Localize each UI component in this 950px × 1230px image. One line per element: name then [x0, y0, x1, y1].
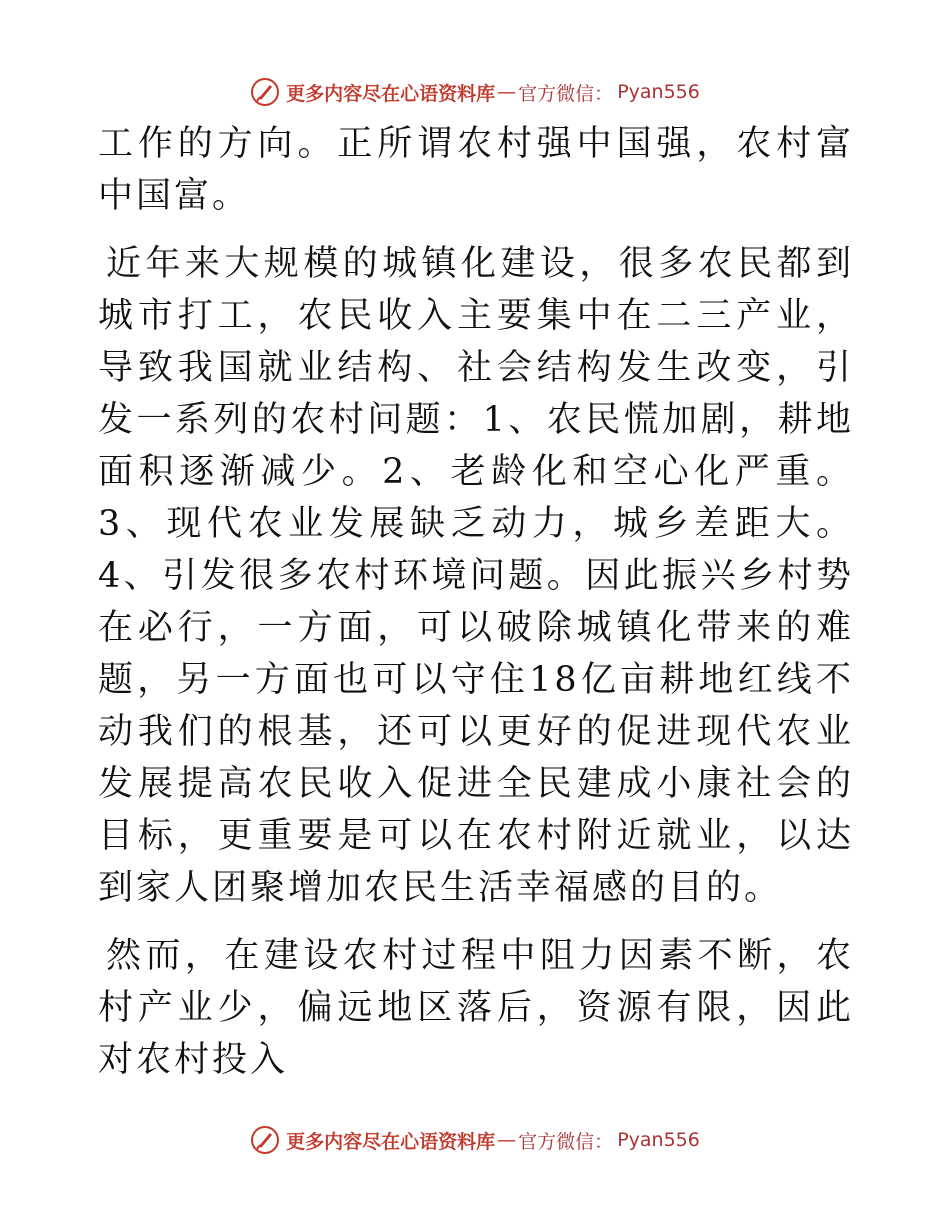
paragraph-2: 近年来大规模的城镇化建设，很多农民都到城市打工，农民收入主要集中在二三产业，导致我国就业结构、社会结构发生改变，引发一系列的农村问题：1、农民慌加剧，耕地面积逐渐减少。2、老龄化和空心化严重。3、现代农业发展缺乏动力，城乡差距大。4、引发很多农村环境问题。因此振兴乡村势在必行，一方面，可以破除城镇化带来的难题，另一方面也可以守住18亿亩耕地红线不动我们的根基，还可以更好的促进现代农业发展提高农民收入促进全民建成小康社会的目标，更重要是可以在农村附近就业，以达到家人团聚增加农民生活幸福感的目的。 — [98, 244, 854, 908]
quill-circle-icon — [250, 1125, 280, 1155]
page-header-watermark — [0, 72, 950, 112]
paragraph-3: 然而，在建设农村过程中阻力因素不断，农村产业少，偏远地区落后，资源有限，因此对农村投入 — [98, 936, 854, 1080]
document-body — [98, 118, 854, 1086]
quill-circle-icon — [250, 77, 280, 107]
watermark-brand: 更多内容尽在心语资料库 — [286, 82, 496, 105]
watermark-account: Pyan556 — [617, 81, 700, 103]
watermark-separator: — — [497, 1129, 517, 1151]
watermark-brand: 更多内容尽在心语资料库 — [286, 1130, 496, 1153]
page-footer-watermark — [0, 1120, 950, 1160]
watermark-separator: — — [497, 81, 517, 103]
paragraph-1: 工作的方向。正所谓农村强中国强，农村富中国富。 — [98, 124, 854, 216]
watermark-account: Pyan556 — [617, 1129, 700, 1151]
watermark-label: 官方微信： — [518, 1130, 614, 1153]
watermark-label: 官方微信： — [518, 82, 614, 105]
